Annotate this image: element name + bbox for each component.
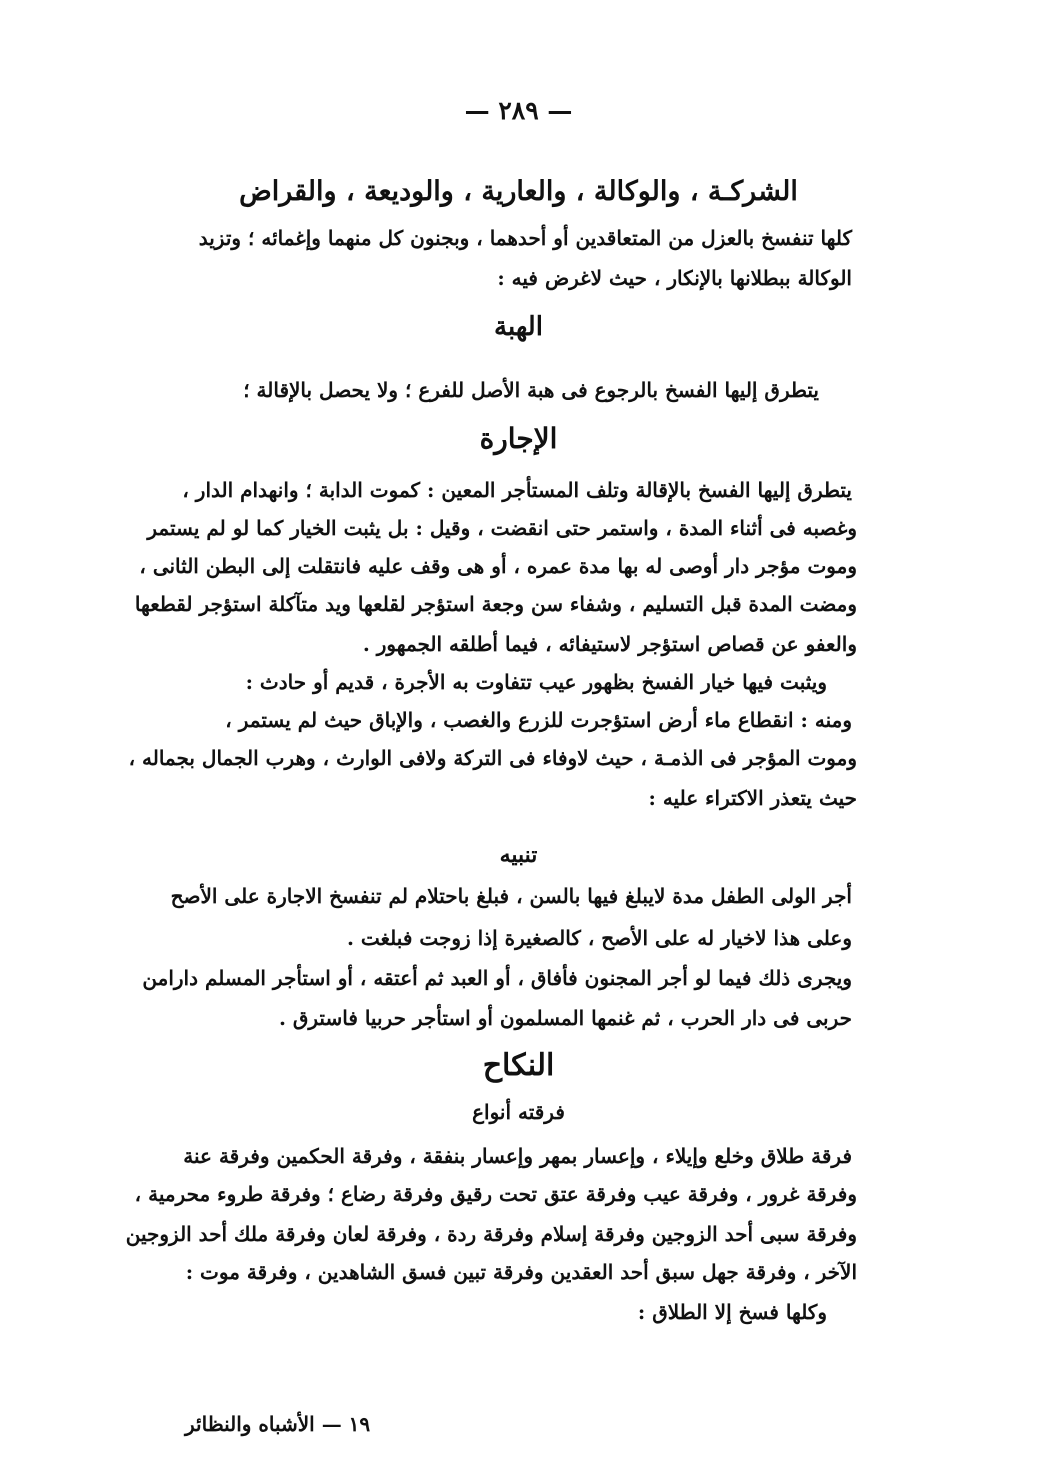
body-line: والعفو عن قصاص استؤجر لاستيفائه ، فيما أطلقه الجمهور . <box>362 632 857 656</box>
page-number: — ٢٨٩ — <box>464 96 573 125</box>
section-heading-partnership: الشركـة ، والوكالة ، والعارية ، والوديعة ، والقراض <box>239 176 798 207</box>
body-line: فرقة طلاق وخلع وإيلاء ، وإعسار بمهر وإعسار بنفقة ، وفرقة الحكمين وفرقة عنة <box>183 1144 852 1168</box>
body-line: ومضت المدة قبل التسليم ، وشفاء سن وجعة استؤجر لقلعها ويد متآكلة استؤجر لقطعها <box>134 592 857 616</box>
body-line: وموت مؤجر دار أوصى له بها مدة عمره ، أو هى وقف عليه فانتقلت إلى البطن الثانى ، <box>139 554 857 578</box>
body-line: الآخر ، وفرقة جهل سبق أحد العقدين وفرقة تبين فسق الشاهدين ، وفرقة موت : <box>185 1260 857 1284</box>
body-line: الوكالة ببطلانها بالإنكار ، حيث لاغرض فيه : <box>497 266 852 290</box>
footer-signature: ١٩ — الأشباه والنظائر <box>185 1412 371 1436</box>
body-line: وكلها فسخ إلا الطلاق : <box>637 1300 827 1324</box>
section-heading-marriage: النكاح <box>482 1048 555 1083</box>
body-line: ويثبت فيها خيار الفسخ بظهور عيب تتفاوت به الأجرة ، قديم أو حادث : <box>245 670 827 694</box>
section-heading-gift: الهبة <box>494 312 543 342</box>
body-line: وفرقة سبى أحد الزوجين وفرقة إسلام وفرقة ردة ، وفرقة لعان وفرقة ملك أحد الزوجين <box>125 1222 857 1246</box>
body-line: حيث يتعذر الاكتراء عليه : <box>648 786 857 810</box>
body-line: ويجرى ذلك فيما لو أجر المجنون فأفاق ، أو العبد ثم أعتقه ، أو استأجر المسلم دارامن <box>142 966 852 990</box>
body-line: وفرقة غرور ، وفرقة عيب وفرقة عتق تحت رقيق وفرقة رضاع ؛ وفرقة طروء محرمية ، <box>134 1182 857 1206</box>
section-heading-note: تنبيه <box>499 842 538 868</box>
body-line: يتطرق إليها الفسخ بالإقالة وتلف المستأجر المعين : كموت الدابة ؛ وانهدام الدار ، <box>182 478 852 502</box>
body-line: يتطرق إليها الفسخ بالرجوع فى هبة الأصل للفرع ؛ ولا يحصل بالإقالة ؛ <box>243 378 819 402</box>
section-heading-lease: الإجارة <box>479 422 558 455</box>
body-line: حربى فى دار الحرب ، ثم غنمها المسلمون أو استأجر حربيا فاسترق . <box>278 1006 852 1030</box>
body-line: أجر الولى الطفل مدة لايبلغ فيها بالسن ، فبلغ باحتلام لم تنفسخ الاجارة على الأصح <box>170 884 852 908</box>
body-line: ومنه : انقطاع ماء أرض استؤجرت للزرع والغصب ، والإباق حيث لم يستمر ، <box>225 708 852 732</box>
body-line: وموت المؤجر فى الذمـة ، حيث لاوفاء فى التركة ولافى الوارث ، وهرب الجمال بجماله ، <box>128 746 857 770</box>
body-line: كلها تنفسخ بالعزل من المتعاقدين أو أحدهما ، وبجنون كل منهما وإغمائه ؛ وتزيد <box>198 226 852 250</box>
body-line: وغصبه فى أثناء المدة ، واستمر حتى انقضت ، وقيل : بل يثبت الخيار كما لو لم يستمر <box>147 516 857 540</box>
body-line: وعلى هذا لاخيار له على الأصح ، كالصغيرة إذا زوجت فبلغت . <box>346 926 852 950</box>
section-subheading: فرقته أنواع <box>472 1100 565 1124</box>
